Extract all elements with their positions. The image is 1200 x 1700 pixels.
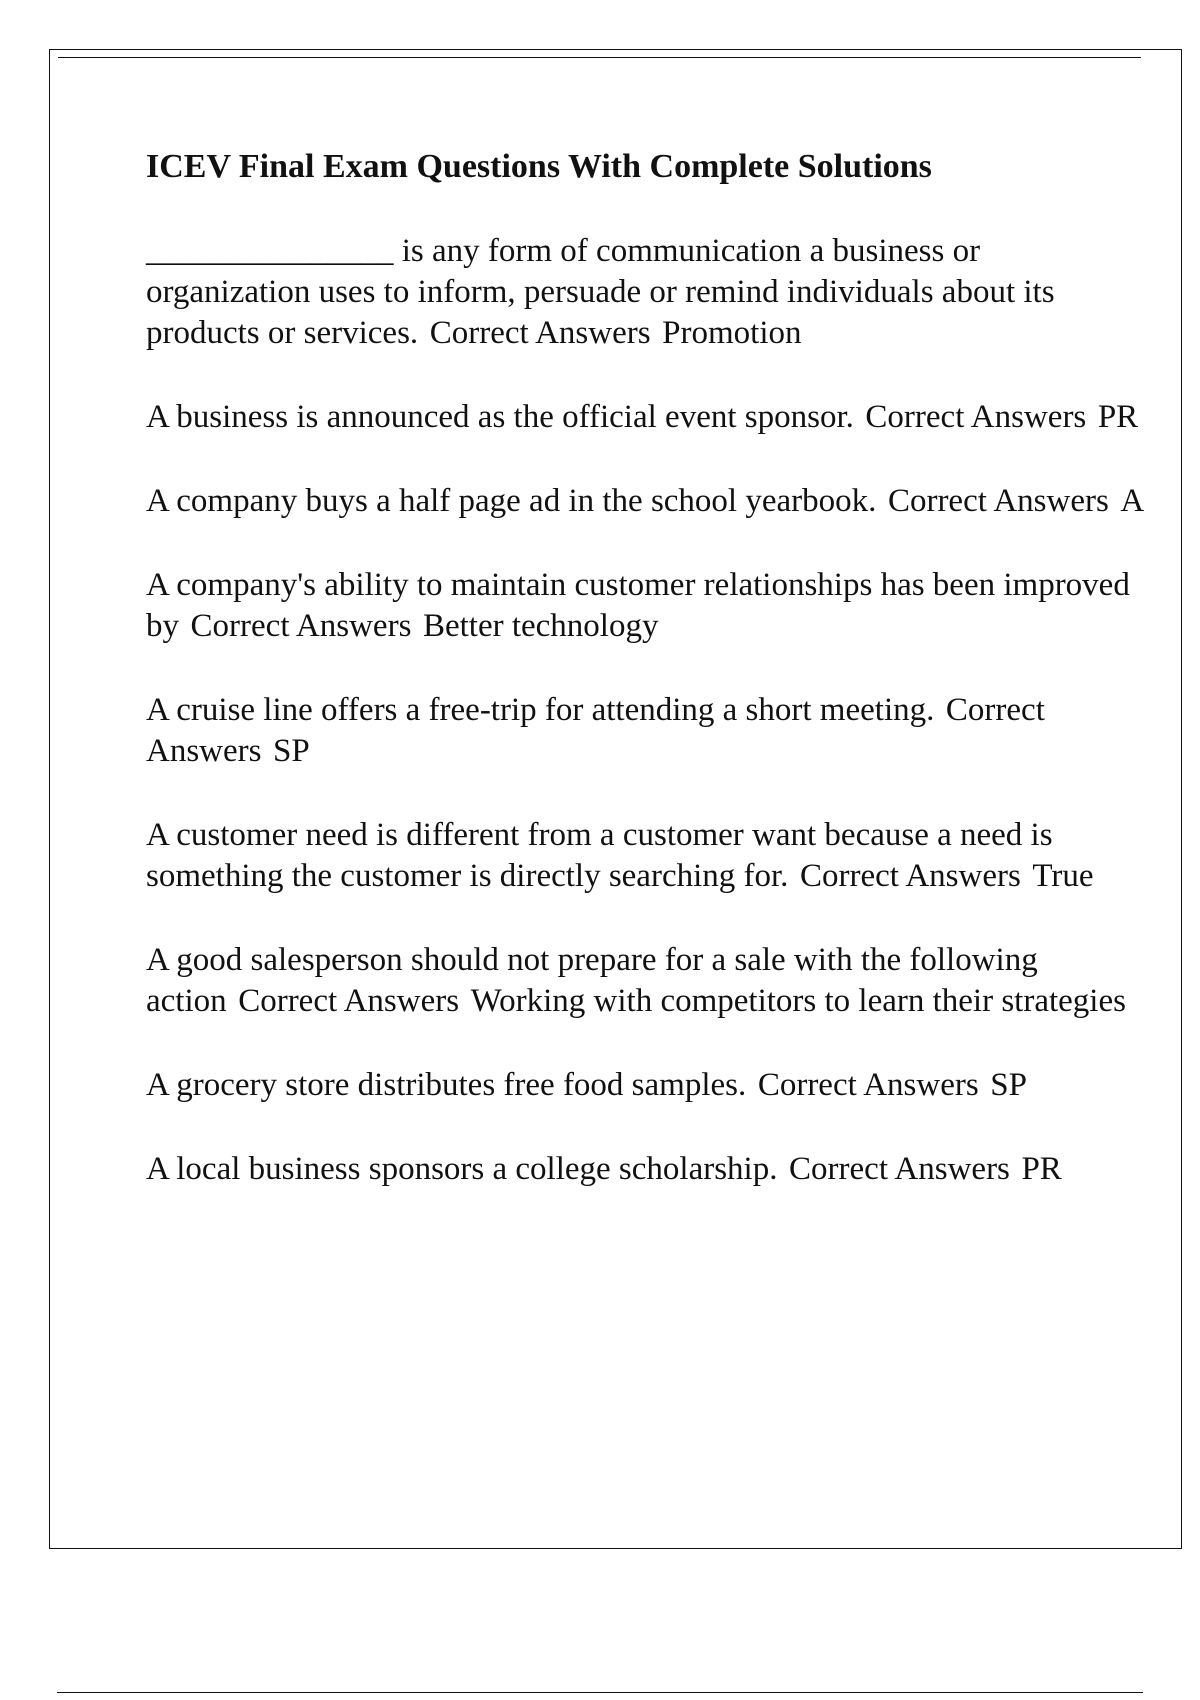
answer-label: Correct Answers (789, 1151, 1010, 1187)
answer-text: Working with competitors to learn their strategies (470, 983, 1126, 1019)
answer-text: True (1032, 858, 1094, 894)
question-text: A business is announced as the official event sponsor. (146, 399, 854, 435)
qa-item (146, 397, 1146, 438)
question-text: A customer need is different from a customer want because a need is something the customer is directly searching for. (146, 817, 1053, 894)
answer-label: Correct Answers (146, 692, 1045, 769)
question-text: A local business sponsors a college scholarship. (146, 1151, 778, 1187)
qa-item (146, 1149, 1146, 1190)
answer-label: Correct Answers (429, 315, 651, 351)
qa-item (146, 481, 1146, 522)
document-title: ICEV Final Exam Questions With Complete Solutions (146, 148, 932, 185)
answer-text: Better technology (422, 608, 659, 644)
page-frame (49, 49, 1182, 1549)
answer-text: SP (273, 733, 310, 769)
answer-text: PR (1097, 399, 1139, 435)
question-text: A grocery store distributes free food samples. (146, 1067, 747, 1103)
qa-item (146, 231, 1146, 354)
question-text: A company's ability to maintain customer relationships has been improved by (146, 567, 1130, 644)
answer-label: Correct Answers (238, 983, 460, 1019)
top-rule (58, 57, 1141, 58)
question-text: _______________ is any form of communication a business or organization uses to inform, persuade or remind individuals about its products or services. (146, 233, 1055, 351)
answer-label: Correct Answers (887, 483, 1109, 519)
question-text: A company buys a half page ad in the school yearbook. (146, 483, 877, 519)
question-text: A cruise line offers a free-trip for attending a short meeting. (146, 692, 935, 728)
answer-label: Correct Answers (865, 399, 1087, 435)
answer-label: Correct Answers (799, 858, 1021, 894)
qa-item (146, 565, 1146, 647)
answer-label: Correct Answers (190, 608, 412, 644)
qa-list (146, 231, 1146, 1190)
answer-text: PR (1021, 1151, 1062, 1187)
qa-item (146, 690, 1146, 772)
bottom-rule (57, 1692, 1143, 1693)
qa-item (146, 940, 1146, 1022)
answer-text: A (1120, 483, 1145, 519)
qa-item (146, 1065, 1146, 1106)
answer-text: Promotion (662, 315, 802, 351)
qa-item (146, 815, 1146, 897)
question-text: A good salesperson should not prepare for a sale with the following action (146, 942, 1038, 1019)
answer-label: Correct Answers (757, 1067, 979, 1103)
document-content (146, 147, 1146, 1233)
answer-text: SP (990, 1067, 1027, 1103)
